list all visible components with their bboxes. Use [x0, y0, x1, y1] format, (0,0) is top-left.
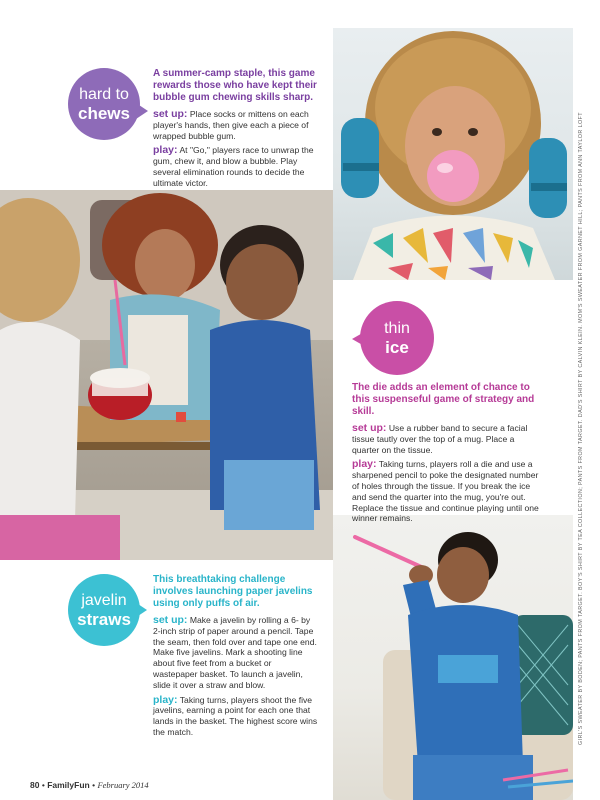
play-label-chews: play: [153, 144, 178, 157]
setup-label-chews: set up: [153, 108, 188, 120]
magazine-name: FamilyFun [47, 780, 90, 790]
photo-family-illustration [0, 190, 333, 560]
setup-text-ice: Use a rubber band to secure a facial tissue tautly over the top of a mug. Place a quarter on the tissue. [352, 423, 528, 455]
title-bubble-ice [360, 301, 434, 375]
play-text-ice: Taking turns, players roll a die and use a sharpened pencil to poke the designated number of holes through the tissue. If you break the ice and send the quarter into the mug, you're out. Replace the tissue and continue playing until one winner remains. [352, 459, 539, 524]
title-light-chews: hard to [79, 85, 129, 103]
play-text-chews: At "Go," players race to unwrap the gum, chew it, and blow a bubble. Play several elimination rounds to decide the ultimate victor. [153, 145, 314, 188]
play-label-ice: play: [352, 458, 377, 471]
title-bold-ice: ice [385, 337, 409, 357]
photo-boy-javelin-straw [333, 515, 573, 800]
setup-paragraph-chews [153, 109, 323, 141]
setup-paragraph-straws [153, 615, 318, 691]
title-bubble-straws [68, 574, 140, 646]
intro-straws: This breathtaking challenge involves launching paper javelins using only puffs of air. [153, 574, 313, 609]
photo-boy-illustration [333, 515, 573, 800]
section-ice-text [352, 382, 542, 524]
setup-text-chews: Place socks or mittens on each player's hands, then give each a piece of wrapped bubble gum. [153, 109, 309, 141]
title-bold-chews: chews [78, 103, 130, 123]
photo-girl-illustration [333, 28, 573, 280]
intro-ice: The die adds an element of chance to this suspenseful game of strategy and skill. [352, 382, 535, 417]
section-chews-text [153, 68, 323, 189]
play-label-straws: play: [153, 693, 178, 706]
footer-bullet-2: • [92, 780, 96, 790]
setup-text-straws: Make a javelin by rolling a 6- by 2-inch strip of paper around a pencil. Tape the seam, then fold over and tape one end. Make five javelins. Mark a shooting line about five feet from a bucket or wastepaper basket. To launch a javelin, slide it over a straw and blow. [153, 615, 317, 690]
photo-credits: GIRL'S SWEATER BY BODEN; PANTS FROM TARGET. BOY'S SHIRT BY TEA COLLECTION; PANTS FROM TARGET. DAD'S SHIRT BY CALVIN KLEIN. MOM'S SWEATER FROM GARNET HILL; PANTS FROM ANN TAYLOR LOFT [578, 112, 584, 745]
page-footer [30, 780, 149, 790]
intro-chews: A summer-camp staple, this game rewards those who have kept their bubble gum chewing skills sharp. [153, 68, 317, 103]
setup-label-ice: set up: [352, 422, 387, 434]
play-paragraph-ice [352, 459, 542, 524]
setup-paragraph-ice [352, 423, 542, 455]
photo-girl-blowing-bubble [333, 28, 573, 280]
section-straws-text [153, 574, 318, 738]
title-light-straws: javelin [81, 591, 127, 609]
title-bubble-chews [68, 68, 140, 140]
setup-label-straws: set up: [153, 614, 188, 626]
page-number: 80 [30, 780, 40, 790]
footer-bullet-1: • [41, 780, 45, 790]
photo-family-thin-ice-game [0, 190, 333, 560]
play-paragraph-straws [153, 695, 318, 738]
issue-date: February 2014 [97, 780, 149, 790]
play-text-straws: Taking turns, players shoot the five javelins, earning a point for each one that lands in the basket. The highest score wins the match. [153, 694, 318, 737]
play-paragraph-chews [153, 145, 323, 188]
title-light-ice: thin [384, 319, 410, 337]
title-bold-straws: straws [77, 609, 131, 629]
